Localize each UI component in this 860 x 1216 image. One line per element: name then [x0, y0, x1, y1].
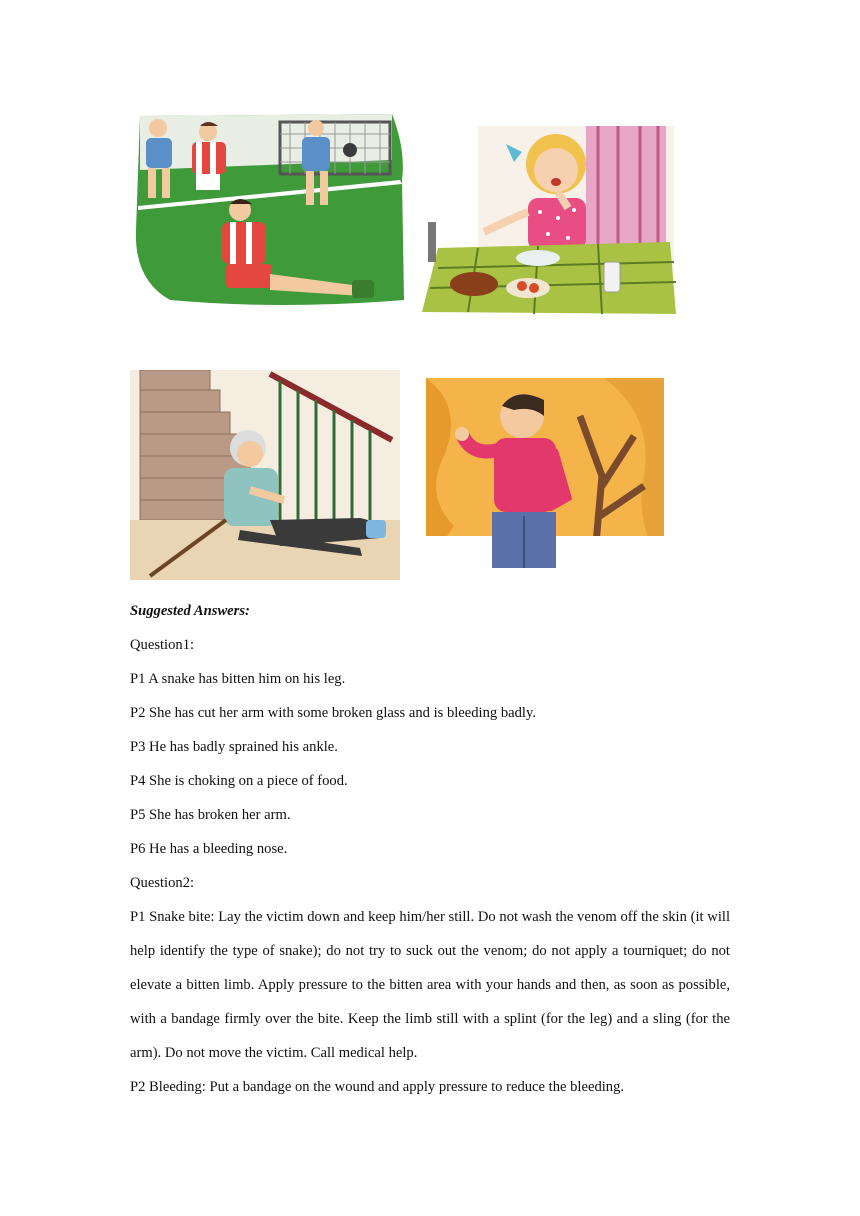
question1-answer: P3 He has badly sprained his ankle.	[130, 739, 338, 755]
fallen-elderly-woman-icon	[130, 370, 400, 580]
choking-girl-icon	[418, 122, 680, 320]
question2-label: Question2:	[130, 875, 195, 891]
question1-answer: P5 She has broken her arm.	[130, 807, 291, 823]
question2-answer: P2 Bleeding: Put a bandage on the wound and apply pressure to reduce the bleeding.	[130, 1079, 625, 1095]
choking-girl-illustration	[418, 122, 680, 320]
question1-answer: P4 She is choking on a piece of food.	[130, 773, 348, 789]
question2-answer: P1 Snake bite: Lay the victim down and keep him/her still. Do not wash the venom off the skin (it will help identify the type of snake); do not try to suck out the venom; do not apply a tourniquet; do not elevate a bitten limb. Apply pressure to the bitten area with your hands and then, as soon as possible, with a bandage firmly over the bite. Keep the limb still with a splint (for the leg) and a sling (for the arm). Do not move the victim. Call medical help.	[130, 909, 730, 1061]
nosebleed-boy-icon	[404, 376, 666, 582]
football-injury-icon	[130, 110, 406, 310]
answers-section	[130, 594, 730, 1104]
football-injury-illustration	[130, 110, 406, 310]
question1-answer: P2 She has cut her arm with some broken glass and is bleeding badly.	[130, 705, 536, 721]
fallen-elderly-woman-illustration	[130, 370, 400, 580]
question1-answer: P1 A snake has bitten him on his leg.	[130, 671, 346, 687]
question1-answer: P6 He has a bleeding nose.	[130, 841, 288, 857]
suggested-answers-heading: Suggested Answers:	[130, 603, 250, 619]
nosebleed-boy-illustration	[404, 376, 666, 582]
question1-label: Question1:	[130, 637, 195, 653]
